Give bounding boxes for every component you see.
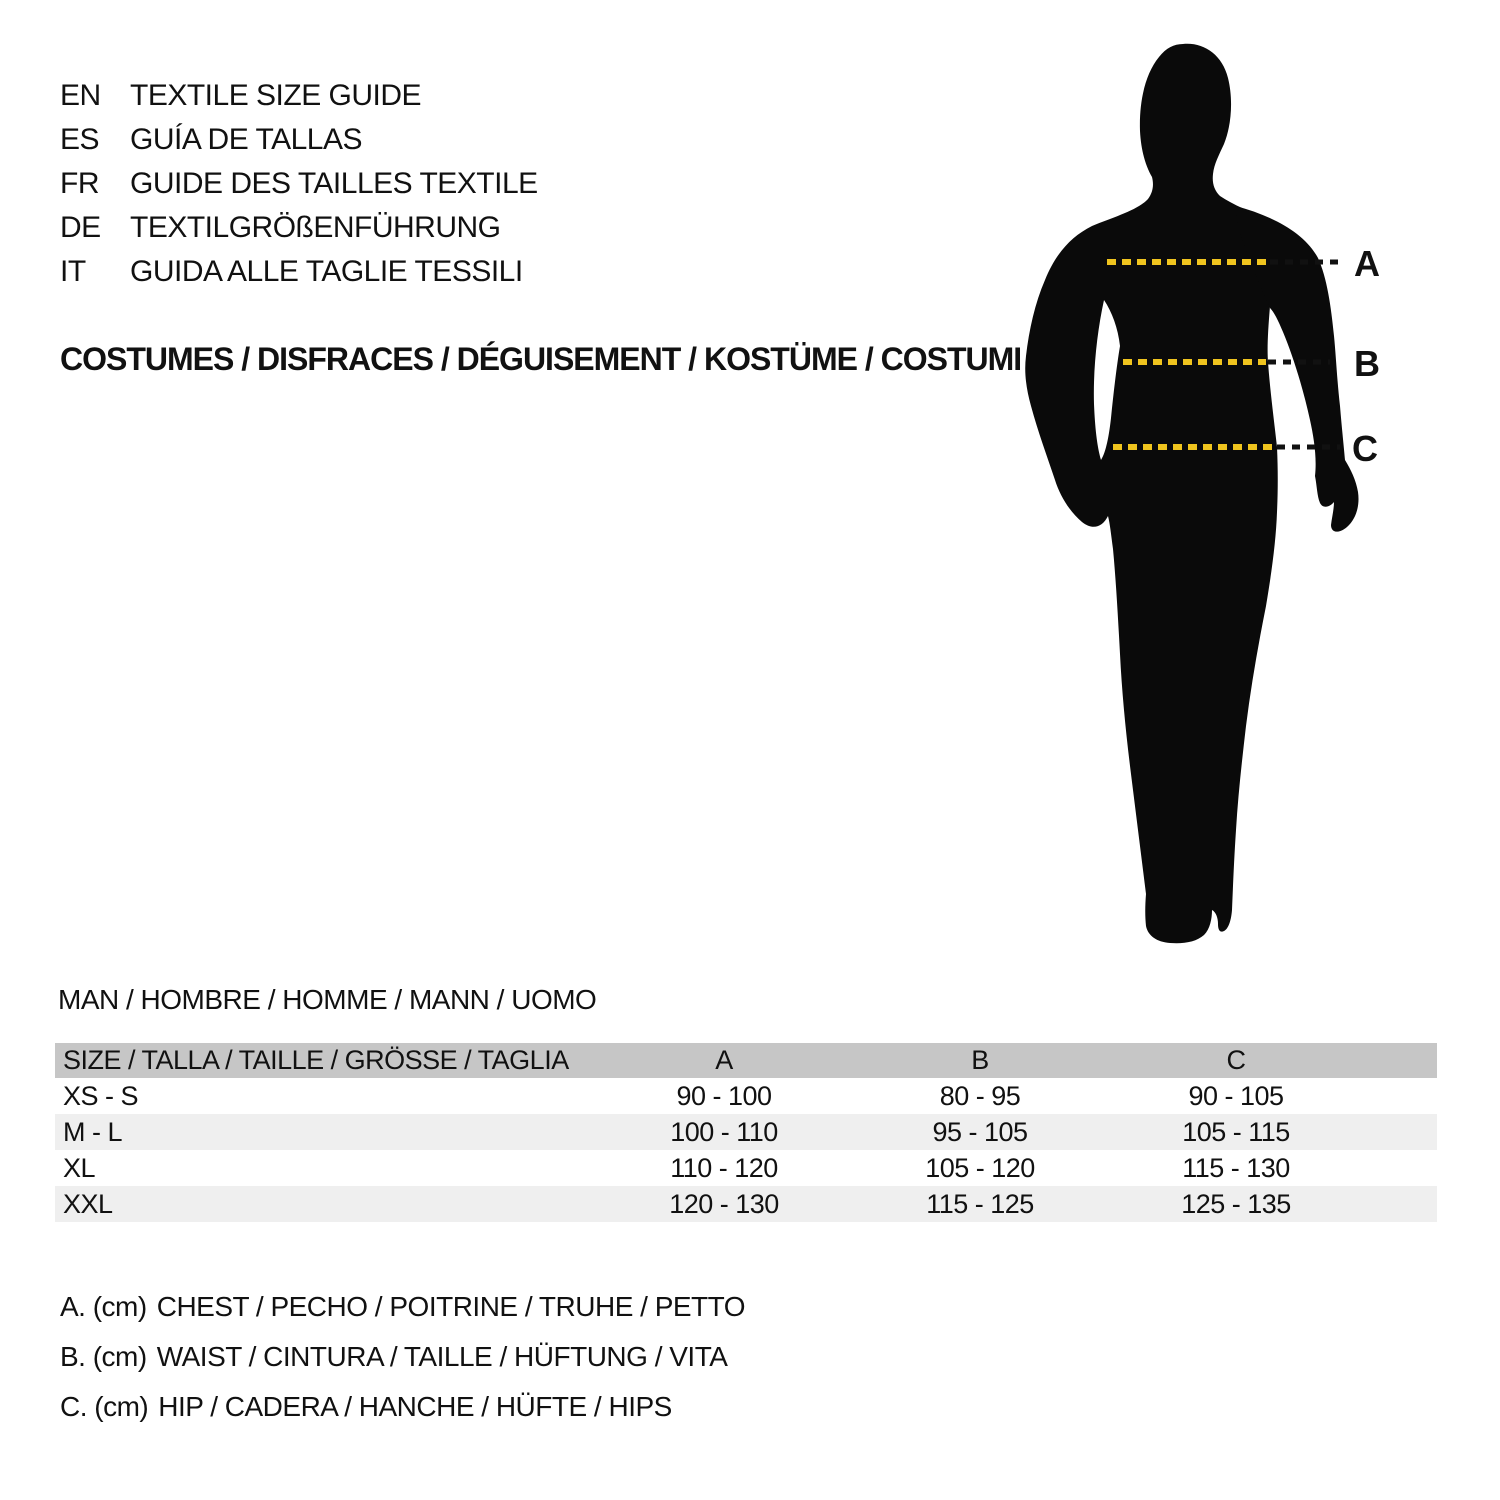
- lang-code: FR: [60, 167, 99, 200]
- man-silhouette-svg: [1000, 40, 1440, 960]
- value-cell-c: 125 - 135: [1181, 1188, 1291, 1219]
- legend-key: C. (cm): [60, 1391, 149, 1422]
- legend-row-chest: [60, 1282, 745, 1332]
- marker-label-waist: B: [1354, 343, 1379, 384]
- legend-row-hip: [60, 1382, 745, 1432]
- table-row: [55, 1078, 1437, 1114]
- language-title-block: [60, 74, 538, 294]
- value-cell-c: 115 - 130: [1182, 1152, 1290, 1183]
- size-cell: XS - S: [63, 1080, 139, 1111]
- man-silhouette-body: [1025, 44, 1278, 943]
- size-table: [55, 1043, 1437, 1222]
- lang-code: EN: [60, 79, 101, 112]
- table-header-col-b: B: [971, 1045, 989, 1075]
- lang-label: TEXTILGRÖßENFÜHRUNG: [130, 211, 501, 244]
- category-title: COSTUMES / DISFRACES / DÉGUISEMENT / KOSTÜME / COSTUMI: [60, 341, 1022, 377]
- lang-label: GUIDE DES TAILLES TEXTILE: [130, 167, 538, 200]
- lang-label: GUÍA DE TALLAS: [130, 123, 362, 156]
- legend-row-waist: [60, 1332, 745, 1382]
- value-cell-b: 80 - 95: [939, 1080, 1021, 1111]
- value-cell-a: 100 - 110: [670, 1116, 778, 1147]
- value-cell-a: 90 - 100: [676, 1080, 772, 1111]
- table-header-row: [55, 1043, 1437, 1078]
- value-cell-c: 90 - 105: [1188, 1080, 1284, 1111]
- lang-row-de: [60, 206, 538, 250]
- table-row: [55, 1186, 1437, 1222]
- table-header-col-a: A: [715, 1045, 733, 1075]
- legend-label: HIP / CADERA / HANCHE / HÜFTE / HIPS: [158, 1391, 672, 1422]
- value-cell-b: 105 - 120: [925, 1152, 1035, 1183]
- legend-label: WAIST / CINTURA / TAILLE / HÜFTUNG / VITA: [156, 1341, 728, 1372]
- lang-row-es: [60, 118, 538, 162]
- lang-label: GUIDA ALLE TAGLIE TESSILI: [130, 255, 523, 288]
- lang-label: TEXTILE SIZE GUIDE: [130, 79, 422, 112]
- lang-code: IT: [60, 255, 86, 288]
- value-cell-a: 110 - 120: [670, 1152, 778, 1183]
- lang-code: ES: [60, 123, 100, 156]
- legend-key: B. (cm): [60, 1341, 147, 1372]
- lang-code: DE: [60, 211, 101, 244]
- man-silhouette-figure: [1000, 40, 1440, 960]
- lang-row-en: [60, 74, 538, 118]
- legend-key: A. (cm): [60, 1291, 147, 1322]
- value-cell-b: 95 - 105: [932, 1116, 1028, 1147]
- measurement-legend: [60, 1282, 745, 1432]
- lang-row-fr: [60, 162, 538, 206]
- size-cell: M - L: [63, 1116, 123, 1147]
- table-header-col-c: C: [1226, 1045, 1246, 1075]
- value-cell-b: 115 - 125: [926, 1188, 1034, 1219]
- table-row: [55, 1150, 1437, 1186]
- size-cell: XXL: [63, 1188, 113, 1219]
- lang-row-it: [60, 250, 538, 294]
- section-title-man: MAN / HOMBRE / HOMME / MANN / UOMO: [58, 984, 597, 1015]
- marker-label-hip: C: [1352, 428, 1377, 469]
- marker-label-chest: A: [1354, 243, 1379, 284]
- value-cell-a: 120 - 130: [669, 1188, 779, 1219]
- value-cell-c: 105 - 115: [1182, 1116, 1290, 1147]
- size-cell: XL: [63, 1152, 96, 1183]
- table-row: [55, 1114, 1437, 1150]
- legend-label: CHEST / PECHO / POITRINE / TRUHE / PETTO: [156, 1291, 746, 1322]
- table-header-size: SIZE / TALLA / TAILLE / GRÖSSE / TAGLIA: [63, 1045, 569, 1075]
